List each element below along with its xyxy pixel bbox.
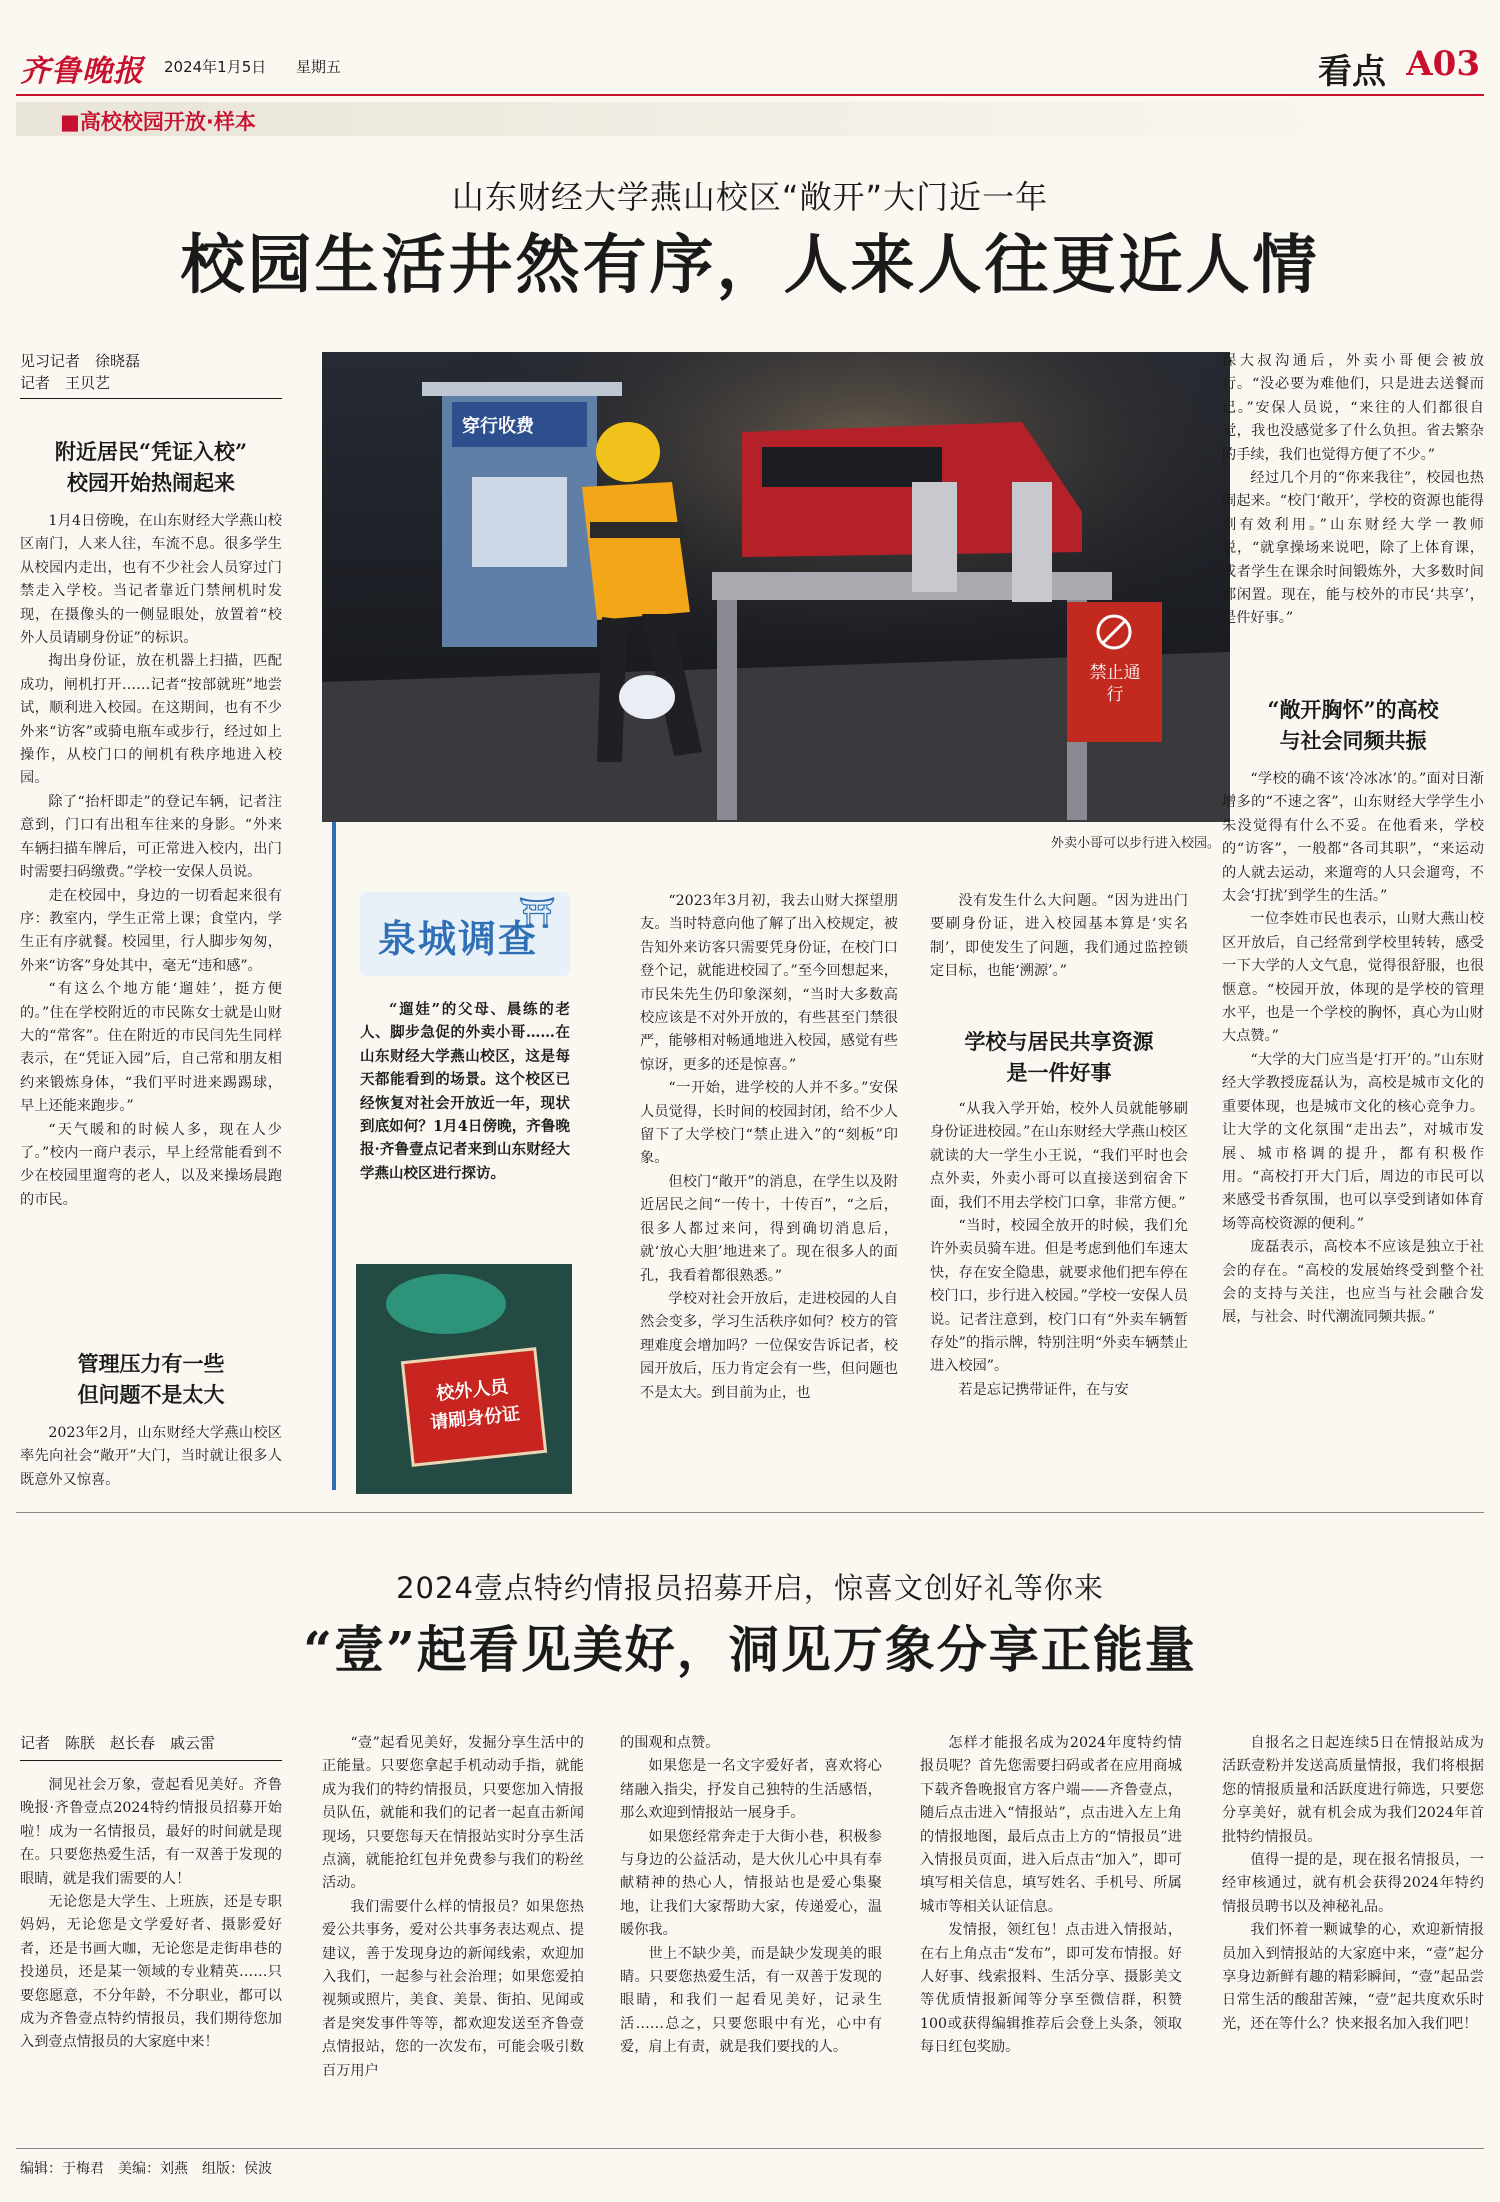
subheading-sharing: 学校与居民共享资源 是一件好事 — [964, 1029, 1154, 1085]
article1-col3 — [640, 890, 898, 1405]
byline-rule — [20, 398, 282, 399]
section-name: 看点 — [1318, 52, 1386, 92]
warning-sign: 禁止通行 — [1089, 663, 1141, 705]
paragraph: 学校对社会开放后，走进校园的人自然会变多，学习生活秩序如何？校方的管理难度会增加吗？一位保安告诉记者，校园开放后，压力肯定会有一些，但问题也不是太大。到目前为止，也 — [640, 1290, 898, 1401]
paragraph: 走在校园中，身边的一切看起来很有序：教室内，学生正常上课；食堂内，学生正有序就餐。校园里，行人脚步匆匆，外来“访客”身处其中，毫无“违和感”。 — [20, 887, 282, 974]
article1-headline: 校园生活井然有序，人来人往更近人情 — [180, 228, 1320, 303]
article2-col1 — [20, 1774, 282, 2055]
article2-col5 — [1222, 1732, 1484, 2036]
paragraph: 1月4日傍晚，在山东财经大学燕山校区南门，人来人往，车流不息。很多学生从校园内走出，也有不少社会人员穿过门禁走入学校。当记者靠近门禁闸机时发现，在摄像头的一侧显眼处，放置着“校外人员请刷身份证”的标识。 — [20, 513, 282, 647]
paragraph: “从我入学开始，校外人员就能够刷身份证进校园。”在山东财经大学燕山校区就读的大一学生小王说，“我们平时也会点外卖，外卖小哥可以直接送到宿舍下面，我们不用去学校门口拿，非常方便。” — [930, 1101, 1188, 1211]
main-photo-illustration — [322, 352, 1230, 822]
paragraph: “壹”起看见美好，发掘分享生活中的正能量。只要您拿起手机动动手指，就能成为我们的特约情报员，只要您加入情报员队伍，就能和我们的记者一起直击新闻现场，只要您每天在情报站实时分享生活点滴，就能抢红包并免费参与我们的粉丝活动。 — [322, 1735, 584, 1892]
paragraph: 自报名之日起连续5日在情报站成为活跃壹粉并发送高质量情报，我们将根据您的情报质量和活跃度进行筛选，只要您分享美好，就有机会成为我们2024年首批特约情报员。 — [1222, 1735, 1484, 1845]
paragraph: “2023年3月初，我去山财大探望朋友。当时特意向他了解了出入校规定，被告知外来访客只需要凭身份证，在校门口登个记，就能进校园了。”至今回想起来，市民朱先生仍印象深刻，“当时大多数高校应该是不对外开放的，有些甚至门禁很严，能够相对畅通地进入校园，感觉有些惊讶，更多的还是惊喜。” — [640, 893, 898, 1073]
issue-weekday: 星期五 — [296, 58, 342, 76]
paragraph: 掏出身份证，放在机器上扫描，匹配成功，闸机打开……记者“按部就班”地尝试，顺利进入校园。在这期间，也有不少外来“访客”或骑电瓶车或步行，经过如上操作，从校门口的闸机有秩序地进入校园。 — [20, 653, 282, 787]
paragraph: 怎样才能报名成为2024年度特约情报员呢？首先您需要扫码或者在应用商城下载齐鲁晚报官方客户端——齐鲁壹点，随后点击进入“情报站”，点击进入左上角的情报地图，最后点击上方的“情报员”进入情报员页面，进入后点击“加入”，即可填写相关信息，填写姓名、手机号、所属城市等相关认证信息。 — [920, 1735, 1182, 1915]
article1-byline — [20, 350, 280, 394]
article1-col1a — [20, 510, 282, 1212]
paragraph: 经过几个月的“你来我往”，校园也热闹起来。“校门‘敞开’，学校的资源也能得到有效利用。”山东财经大学一教师说，“就拿操场来说吧，除了上体育课，或者学生在课余时间锻炼外，大多数时间都闲置。现在，能与校外的市民‘共享’，是件好事。” — [1222, 470, 1484, 627]
article2-headline: “壹”起看见美好，洞见万象分享正能量 — [303, 1620, 1197, 1679]
booth-sign: 穿行收费 — [462, 416, 534, 437]
paragraph: “一开始，进学校的人并不多。”安保人员觉得，长时间的校园封闭，给不少人留下了大学校门“禁止进入”的“刻板”印象。 — [640, 1080, 898, 1167]
article1-col5b — [1222, 768, 1484, 1330]
footer-credits: 编辑：于梅君 美编：刘燕 组版：侯波 — [20, 2161, 272, 2177]
article1-kicker: 山东财经大学燕山校区“敞开”大门近一年 — [451, 178, 1049, 216]
article2-col4 — [920, 1732, 1182, 2060]
article2-kicker: 2024壹点特约情报员招募开启，惊喜文创好礼等你来 — [396, 1571, 1104, 1605]
photo-caption: 外卖小哥可以步行进入校园。 — [1050, 836, 1220, 851]
paragraph: 一位李姓市民也表示，山财大燕山校区开放后，自己经常到学校里转转，感受一下大学的人文气息，觉得很舒服，也很惬意。“校园开放，体现的是学校的管理水平，也是一个学校的胸怀，真心为山财大点赞。” — [1222, 911, 1484, 1045]
footer-rule — [16, 2148, 1484, 2149]
paragraph: “当时，校园全放开的时候，我们允许外卖员骑车进。但是考虑到他们车速太快，存在安全隐患，就要求他们把车停在校门口，步行进入校园。”学校一安保人员说。记者注意到，校门口有“外卖车辆暂存处”的指示牌，特别注明“外卖车辆禁止进入校园”。 — [930, 1218, 1188, 1375]
paragraph: 如果您经常奔走于大街小巷，积极参与身边的公益活动，是大伙儿心中具有奉献精神的热心人，情报站也是爱心集聚地，让我们大家帮助大家，传递爱心，温暖你我。 — [620, 1828, 882, 1939]
survey-text: “遛娃”的父母、晨练的老人、脚步急促的外卖小哥……在山东财经大学燕山校区，这是每天都能看到的场景。这个校区已经恢复对社会开放近一年，现状到底如何？1月4日傍晚，齐鲁晚报·齐鲁壹点记者来到山东财经大学燕山校区进行探访。 — [360, 1001, 570, 1182]
masthead — [16, 32, 1484, 142]
column-tag — [16, 102, 1484, 136]
paragraph: 洞见社会万象，壹起看见美好。齐鲁晚报·齐鲁壹点2024特约情报员招募开始啦！成为一名情报员，最好的时间就是现在。只要您热爱生活，有一双善于发现的眼睛，就是我们需要的人！ — [20, 1777, 282, 1887]
article1-col4a — [930, 890, 1188, 984]
paragraph: 如果您是一名文字爱好者，喜欢将心绪融入指尖，抒发自己独特的生活感悟，那么欢迎到情报站一展身手。 — [620, 1758, 882, 1822]
pagoda-icon: ⛩ — [517, 896, 556, 931]
byline-reporter-2: 记者 王贝艺 — [20, 374, 111, 392]
subheading-open-minded: “敞开胸怀”的高校 与社会同频共振 — [1267, 697, 1439, 753]
paragraph: 我们怀着一颗诚挚的心，欢迎新情报员加入到情报站的大家庭中来，“壹”起分享身边新鲜有趣的精彩瞬间，“壹”起品尝日常生活的酸甜苦辣，“壹”起共度欢乐时光，还在等什么？快来报名加入我们吧！ — [1222, 1922, 1484, 2032]
survey-badge — [360, 892, 570, 976]
paragraph: 世上不缺少美，而是缺少发现美的眼睛。只要您热爱生活，有一双善于发现的眼睛，和我们一起看见美好，记录生活……总之，只要您眼中有光，心中有爱，肩上有责，就是我们要找的人。 — [620, 1945, 882, 2056]
paragraph: 无论您是大学生、上班族，还是专职妈妈，无论您是文学爱好者、摄影爱好者，还是书画大咖，无论您是走街串巷的投递员，还是某一领域的专业精英……只要您愿意，不分年龄，不分职业，都可以成为齐鲁壹点特约情报员，我们期待您加入到壹点情报员的大家庭中来！ — [20, 1894, 282, 2051]
article-divider — [16, 1512, 1484, 1513]
paragraph: 若是忘记携带证件，在与安 — [958, 1381, 1129, 1398]
id-sign-card — [401, 1347, 547, 1467]
paragraph: “大学的大门应当是‘打开’的。”山东财经大学教授庞磊认为，高校是城市文化的重要体现，也是城市文化的核心竞争力。让大学的文化氛围“走出去”，对城市发展、城市格调的提升，都有积极作用。“高校打开大门后，周边的市民可以来感受书香氛围，也可以享受到诸如体育场等高校资源的便利。” — [1222, 1051, 1484, 1232]
article2-col3 — [620, 1732, 882, 2060]
byline-reporter-1: 见习记者 徐晓磊 — [20, 352, 141, 370]
issue-date: 2024年1月5日 — [164, 58, 267, 76]
subheading-management: 管理压力有一些 但问题不是太大 — [77, 1351, 225, 1407]
paragraph: 除了“抬杆即走”的登记车辆，记者注意到，门口有出租车往来的身影。“外来车辆扫描车牌后，可正常进入校内，出门时需要扫码缴费。”学校一安保人员说。 — [20, 793, 282, 881]
paragraph: 保大叔沟通后，外卖小哥便会被放行。“没必要为难他们，只是进去送餐而已。”安保人员说，“来往的人们都很自觉，我也没感觉多了什么负担。省去繁杂的手续，我们也觉得方便了不少。” — [1222, 353, 1484, 463]
survey-intro — [360, 998, 570, 1185]
newspaper-logo: 齐鲁晚报 — [20, 54, 144, 89]
page-number: A03 — [1406, 44, 1480, 84]
article2-col2 — [322, 1732, 584, 2083]
masthead-rule — [16, 94, 1484, 96]
paragraph: 我们需要什么样的情报员？如果您热爱公共事务，爱对公共事务表达观点、提建议，善于发现身边的新闻线索，欢迎加入我们，一起参与社会治理；如果您爱拍视频或照片，美食、美景、街拍、见闻或者是突发事件等等，都欢迎发送至齐鲁壹点情报站，您的一次发布，可能会吸引数百万用户 — [322, 1898, 584, 2079]
paragraph: 没有发生什么大问题。“因为进出门要刷身份证，进入校园基本算是‘实名制’，即使发生了问题，我们通过监控锁定目标，也能‘溯源’。” — [930, 893, 1188, 980]
main-photo — [322, 352, 1230, 822]
paragraph: “学校的确不该‘冷冰冰’的。”面对日渐增多的“不速之客”，山东财经大学学生小朱没觉得有什么不妥。在他看来，学校的“访客”，一般都“各司其职”，“来运动的人就去运动，来遛弯的人只会遛弯，不太会‘打扰’到学生的生活。” — [1222, 771, 1484, 905]
paragraph: 值得一提的是，现在报名情报员，一经审核通过，就有机会获得2024年特约情报员聘书以及神秘礼品。 — [1222, 1852, 1484, 1915]
column-tag-label: ■高校校园开放·样本 — [60, 110, 256, 134]
article1-col4b — [930, 1098, 1188, 1402]
subheading-residents: 附近居民“凭证入校” 校园开始热闹起来 — [54, 439, 248, 495]
article2-byline: 记者 陈朕 赵长春 戚云雷 — [20, 1734, 216, 1752]
paragraph: 2023年2月，山东财经大学燕山校区率先向社会“敞开”大门，当时就让很多人既意外又惊喜。 — [20, 1425, 282, 1488]
article2-byline-rule — [20, 1760, 282, 1761]
paragraph: 但校门“敞开”的消息，在学生以及附近居民之间“一传十，十传百”，“之后，很多人都过来问，得到确切消息后，就‘放心大胆’地进来了。现在很多人的面孔，我看着都很熟悉。” — [640, 1173, 898, 1284]
paragraph: 的围观和点赞。 — [620, 1735, 720, 1751]
survey-label: 泉城调查 — [378, 917, 539, 961]
id-sign-glow — [386, 1274, 506, 1334]
id-sign-text: 校外人员 请刷身份证 — [429, 1376, 522, 1434]
paragraph: 发情报，领红包！点击进入情报站，在右上角点击“发布”，即可发布情报。好人好事、线索报料、生活分享、摄影美文等优质情报新闻等分享至微信群，积赞100或获得编辑推荐后会登上头条，领取每日红包奖励。 — [920, 1922, 1182, 2056]
survey-accent-line — [332, 822, 336, 1490]
id-sign-photo — [356, 1264, 572, 1494]
paragraph: 庞磊表示，高校本不应该是独立于社会的存在。“高校的发展始终受到整个社会的支持与关注，也应当与社会融合发展，与社会、时代潮流同频共振。” — [1222, 1239, 1484, 1326]
paragraph: “天气暖和的时候人多，现在人少了。”校内一商户表示，早上经常能看到不少在校园里遛弯的老人，以及来操场晨跑的市民。 — [20, 1121, 282, 1208]
article1-col1b — [20, 1422, 282, 1492]
article1-col5a — [1222, 350, 1484, 631]
paragraph: “有这么个地方能‘遛娃’，挺方便的。”住在学校附近的市民陈女士就是山财大的“常客”。住在附近的市民闫先生同样表示，在“凭证入园”后，自己常和朋友相约来锻炼身体，“我们平时进来踢踢球，早上还能来跑步。” — [20, 981, 282, 1115]
